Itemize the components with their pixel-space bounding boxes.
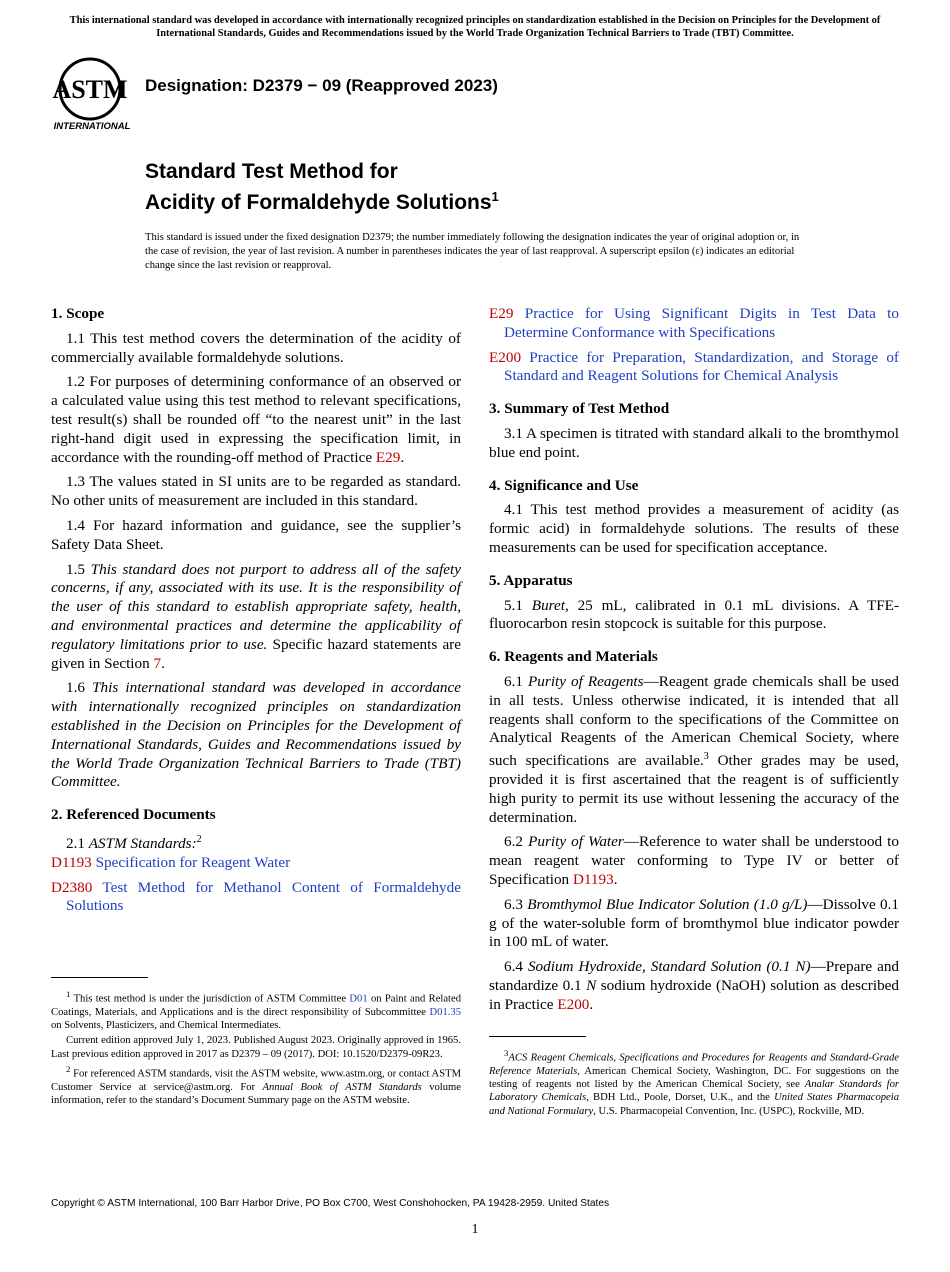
significance-4-1: 4.1 This test method provides a measurement of acidity (as formic acid) in formaldehyde solutions. The results of these measurements can be used for specification acceptance. xyxy=(489,501,899,556)
footnote-3: $^3$ACS Reagent Chemicals, Specifications and Procedures for Reagents and Standard-Grade Reference Materials, American Chemical Society, Washington, DC. For suggestions on the testing of reagents not listed by the American Chemical Society, see Analar Standards for Laboratory Chemicals, BDH Ltd., Poole, Dorset, U.K., and the United States Pharmacopeia and National Formulary, U.S. Pharmacopeial Convention, Inc. (USPC), Rockville, MD. xyxy=(489,1048,900,1117)
significance-heading: 4. Significance and Use xyxy=(489,476,639,494)
link-d1193[interactable]: D1193 xyxy=(572,870,614,888)
footnotes-left xyxy=(51,988,461,1109)
footnote-1-edition: Current edition approved July 1, 2023. Published August 2023. Originally approved in 1965. Last previous edition approved in 2017 as D2379 – 09 (2017). DOI: 10.1520/D2379-09R23. xyxy=(51,1035,461,1060)
link-d01-35[interactable]: D01.35 xyxy=(429,1006,461,1018)
refdocs-heading: 2. Referenced Documents xyxy=(51,806,216,824)
footnote-1: $^1$ This test method is under the jurisdiction of ASTM Committee D01 on Paint and Related Coatings, Materials, and Applications and is the direct responsibility of Subcommittee D01.35 on Solvents, Plasticizers, and Chemical Intermediates. xyxy=(51,989,461,1032)
reagents-6-1: 6.1 Purity of Reagents—Reagent grade chemicals shall be used in all tests. Unless otherwise indicated, it is intended that all reagents shall conform to the specifications of the Committee on Analytical Reagents of the American Chemical Society, where such specifications are available.$^3$ Other grades may be used, provided it is first ascertained that the reagent is of sufficiently high purity to permit its use without lessening the accuracy of the determination. xyxy=(489,672,900,826)
right-column xyxy=(489,305,899,1021)
page-number: 1 xyxy=(471,1222,479,1237)
page-title xyxy=(145,159,499,215)
reagents-6-3: 6.3 Bromthymol Blue Indicator Solution (1.0 g/L)—Dissolve 0.1 g of the water-soluble form of bromthymol blue indicator powder in 100 mL of water. xyxy=(489,895,900,951)
apparatus-heading: 5. Apparatus xyxy=(489,571,573,589)
ref-e29[interactable]: E29 Practice for Using Significant Digits in Test Data to Determine Conformance with Specifications xyxy=(489,305,899,341)
top-notice: This international standard was developed in accordance with internationally recognized principles on standardization established in the Decision on Principles for the Development of International Standards, Guides and Recommendations issued by the World Trade Organization Technical Barriers to Trade (TBT) Committee. xyxy=(69,15,881,39)
scope-1-3: 1.3 The values stated in SI units are to be regarded as standard. No other units of measurement are included in this standard. xyxy=(51,473,461,510)
reagents-6-4: 6.4 Sodium Hydroxide, Standard Solution (0.1 N)—Prepare and standardize 0.1 N sodium hydroxide (NaOH) solution as described in Practice E200. xyxy=(489,958,900,1013)
link-d01[interactable]: D01 xyxy=(349,993,368,1005)
refdocs-2-1: 2.1 ASTM Standards:$^2$ xyxy=(66,833,202,852)
ref-e200[interactable]: E200 Practice for Preparation, Standardization, and Storage of Standard and Reagent Solutions for Chemical Analysis xyxy=(489,348,899,385)
reagents-heading: 6. Reagents and Materials xyxy=(489,648,658,666)
reagents-6-2: 6.2 Purity of Water—Reference to water shall be understood to mean reagent water conforming to Type IV or better of Specification D1193. xyxy=(489,833,899,888)
left-column xyxy=(51,305,461,922)
footnote-rule-right xyxy=(489,1036,586,1037)
astm-logo xyxy=(52,56,136,132)
scope-1-1: 1.1 This test method covers the determination of the acidity of commercially available formaldehyde solutions. xyxy=(51,329,461,366)
logo-org: INTERNATIONAL xyxy=(53,121,131,132)
footnotes-right xyxy=(489,1047,899,1120)
scope-1-4: 1.4 For hazard information and guidance, see the supplier’s Safety Data Sheet. xyxy=(51,516,461,553)
ref-d2380[interactable]: D2380 Test Method for Methanol Content of Formaldehyde Solutions xyxy=(51,878,461,915)
summary-3-1: 3.1 A specimen is titrated with standard alkali to the bromthymol blue end point. xyxy=(489,424,899,461)
scope-1-5: 1.5 This standard does not purport to address all of the safety concerns, if any, associated with its use. It is the responsibility of the user of this standard to establish appropriate safety, health, and environmental practices and determine the applicability of regulatory limitations prior to use. Specific hazard statements are given in Section 7. xyxy=(51,560,462,672)
title-footnote-mark: 1 xyxy=(491,189,499,204)
title-line1: Standard Test Method for xyxy=(145,160,398,183)
footnote-2: $^2$ For referenced ASTM standards, visit the ASTM website, www.astm.org, or contact ASTM Customer Service at service@astm.org. For Annual Book of ASTM Standards volume information, refer to the standard’s Document Summary page on the ASTM website. xyxy=(51,1064,461,1107)
summary-heading: 3. Summary of Test Method xyxy=(489,400,670,418)
issue-note: This standard is issued under the fixed designation D2379; the number immediately following the designation indicates the year of original adoption or, in the case of revision, the year of last revision. A number in parentheses indicates the year of last reapproval. A superscript epsilon (ε) indicates an editorial change since the last revision or reapproval. xyxy=(145,232,800,271)
link-e29[interactable]: E29 xyxy=(375,448,401,466)
apparatus-5-1: 5.1 Buret, 25 mL, calibrated in 0.1 mL divisions. A TFE-fluorocarbon resin stopcock is suitable for this purpose. xyxy=(489,596,900,633)
link-section-7[interactable]: 7 xyxy=(153,654,162,672)
scope-heading: 1. Scope xyxy=(51,305,105,322)
link-e200[interactable]: E200 xyxy=(557,995,590,1013)
scope-1-6: 1.6 This international standard was developed in accordance with internationally recognized principles on standardization established in the Decision on Principles for the Development of International Standards, Guides and Recommendations issued by the World Trade Organization Technical Barriers to Trade (TBT) Committee. xyxy=(51,679,462,791)
logo-letters: ASTM xyxy=(52,75,128,104)
designation: Designation: D2379 − 09 (Reapproved 2023) xyxy=(145,76,498,95)
ref-d1193[interactable]: D1193 Specification for Reagent Water xyxy=(51,853,291,871)
footnote-rule-left xyxy=(51,977,148,978)
copyright: Copyright © ASTM International, 100 Barr Harbor Drive, PO Box C700, West Conshohocken, PA 19428-2959. United States xyxy=(51,1198,610,1209)
scope-1-2: 1.2 For purposes of determining conformance of an observed or a calculated value using this test method to relevant specifications, test result(s) shall be rounded off “to the nearest unit” in the last right-hand digit used in expressing the specification limit, in accordance with the rounding-off method of Practice E29. xyxy=(51,373,461,466)
title-line2: Acidity of Formaldehyde Solutions xyxy=(145,191,492,214)
